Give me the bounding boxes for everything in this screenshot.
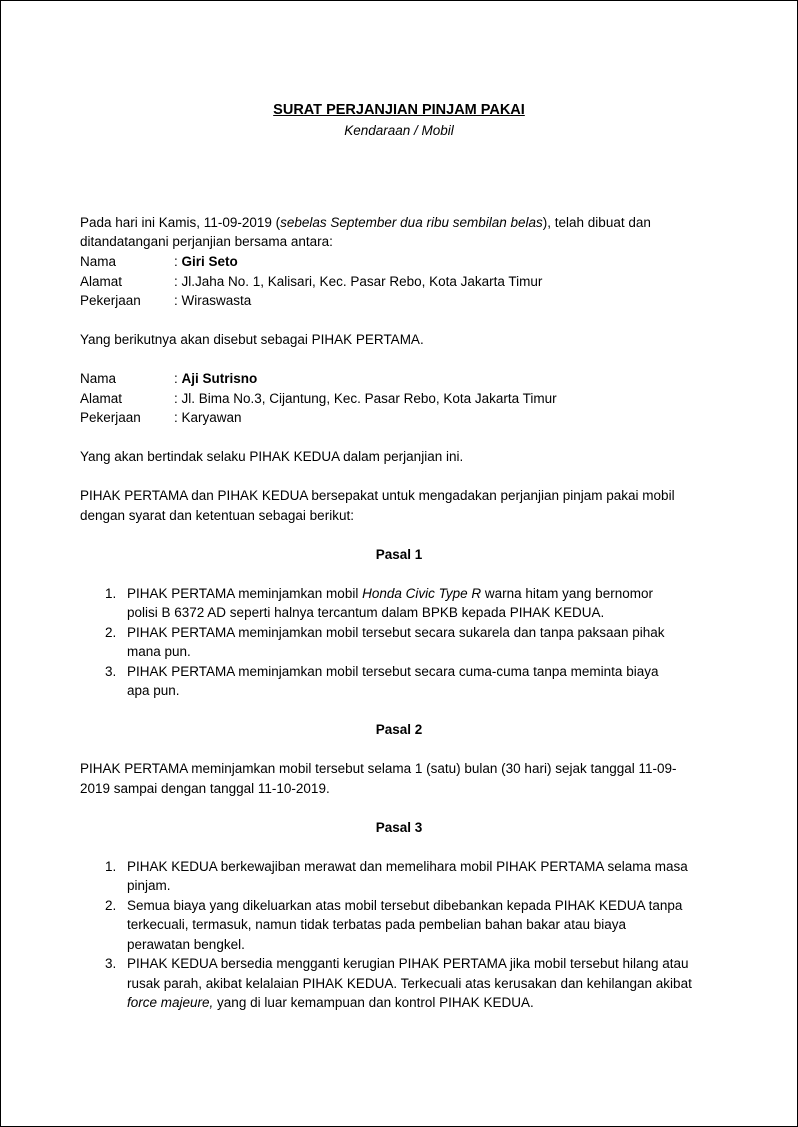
pasal2-heading: Pasal 2 (375, 722, 423, 737)
list-number: 1. (105, 859, 117, 874)
force-majeure-term: force majeure, (127, 995, 214, 1010)
list-text: terkecuali, termasuk, namun tidak terbatas pada pembelian bahan bakar atau biaya (127, 917, 627, 932)
party1-nama-colon: : (174, 254, 182, 269)
document-subtitle: Kendaraan / Mobil (344, 123, 454, 138)
list-text: PIHAK KEDUA bersedia mengganti kerugian PIHAK PERTAMA jika mobil tersebut hilang atau (127, 956, 689, 971)
party1-nama-value-wrap (174, 252, 238, 272)
list-text: apa pun. (127, 683, 180, 698)
car-model: Honda Civic Type R (362, 586, 482, 601)
party2-nama-row (80, 369, 720, 389)
pasal1-heading: Pasal 1 (375, 547, 423, 562)
party1-nama-row (80, 252, 720, 272)
party1-statement: Yang berikutnya akan disebut sebagai PIHAK PERTAMA. (80, 332, 424, 347)
party2-alamat-row (80, 389, 720, 409)
intro-text-end: ), telah dibuat dan (542, 215, 651, 230)
pasal2-line-2: 2019 sampai dengan tanggal 11-10-2019. (80, 781, 330, 796)
list-text-part: yang di luar kemampuan dan kontrol PIHAK KEDUA. (213, 995, 534, 1010)
list-text-part: PIHAK PERTAMA meminjamkan mobil (127, 586, 363, 601)
party1-alamat-value: : Jl.Jaha No. 1, Kalisari, Kec. Pasar Rebo, Kota Jakarta Timur (174, 274, 543, 289)
list-number: 3. (105, 956, 117, 971)
list-text: pinjam. (127, 878, 171, 893)
agreement-line-2: dengan syarat dan ketentuan sebagai berikut: (80, 508, 354, 523)
list-text: perawatan bengkel. (127, 937, 245, 952)
party2-alamat-value: : Jl. Bima No.3, Cijantung, Kec. Pasar Rebo, Kota Jakarta Timur (174, 391, 557, 406)
party1-pekerjaan-label: Pekerjaan (80, 293, 141, 308)
list-number: 2. (105, 625, 117, 640)
list-text: PIHAK PERTAMA meminjamkan mobil tersebut secara sukarela dan tanpa paksaan pihak (127, 625, 665, 640)
list-number: 3. (105, 664, 117, 679)
party2-nama-value-wrap (174, 369, 257, 389)
party2-nama-value: Aji Sutrisno (181, 371, 258, 386)
agreement-line-1: PIHAK PERTAMA dan PIHAK KEDUA bersepakat untuk mengadakan perjanjian pinjam pakai mobil (80, 488, 675, 503)
intro-line-2: ditandatangani perjanjian bersama antara: (80, 234, 333, 249)
party2-pekerjaan-label: Pekerjaan (80, 410, 141, 425)
party2-nama-label: Nama (80, 371, 117, 386)
pasal2-line-1: PIHAK PERTAMA meminjamkan mobil tersebut selama 1 (satu) bulan (30 hari) sejak tanggal 11-09- (80, 761, 677, 776)
party1-pekerjaan-value: : Wiraswasta (174, 293, 252, 308)
intro-date-words: sebelas September dua ribu sembilan belas (280, 215, 543, 230)
intro-text: Pada hari ini Kamis, 11-09-2019 ( (80, 215, 281, 230)
party1-alamat-label: Alamat (80, 274, 123, 289)
party1-nama-value: Giri Seto (181, 254, 238, 269)
list-text: PIHAK PERTAMA meminjamkan mobil tersebut secara cuma-cuma tanpa meminta biaya (127, 664, 659, 679)
party1-alamat-row (80, 272, 720, 292)
party1-nama-label: Nama (80, 254, 117, 269)
intro-line-1 (80, 213, 720, 233)
list-text (127, 584, 722, 604)
party2-pekerjaan-row (80, 408, 720, 428)
list-number: 1. (105, 586, 117, 601)
party2-nama-colon: : (174, 371, 182, 386)
list-text: rusak parah, akibat kelalaian PIHAK KEDUA. Terkecuali atas kerusakan dan kehilangan akibat (127, 976, 692, 991)
list-text: mana pun. (127, 644, 191, 659)
list-text-part: warna hitam yang bernomor (481, 586, 653, 601)
list-text: Semua biaya yang dikeluarkan atas mobil tersebut dibebankan kepada PIHAK KEDUA tanpa (127, 898, 683, 913)
party2-statement: Yang akan bertindak selaku PIHAK KEDUA dalam perjanjian ini. (80, 449, 464, 464)
party1-pekerjaan-row (80, 291, 720, 311)
list-number: 2. (105, 898, 117, 913)
party2-alamat-label: Alamat (80, 391, 123, 406)
party2-pekerjaan-value: : Karyawan (174, 410, 242, 425)
list-text: polisi B 6372 AD seperti halnya tercantum dalam BPKB kepada PIHAK KEDUA. (127, 605, 605, 620)
list-text: PIHAK KEDUA berkewajiban merawat dan memelihara mobil PIHAK PERTAMA selama masa (127, 859, 688, 874)
document-title: SURAT PERJANJIAN PINJAM PAKAI (273, 102, 525, 118)
pasal3-heading: Pasal 3 (375, 820, 423, 835)
list-text (127, 993, 722, 1013)
